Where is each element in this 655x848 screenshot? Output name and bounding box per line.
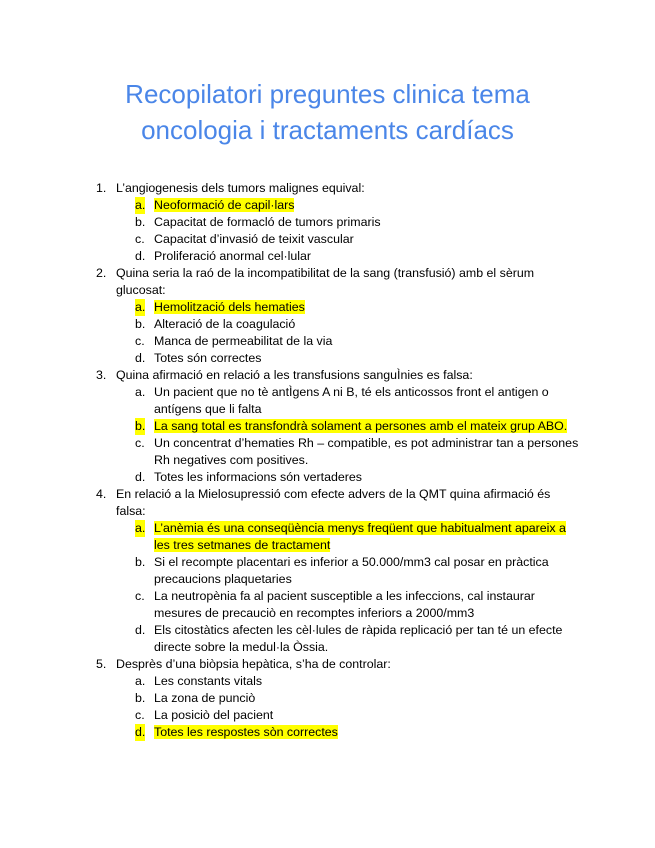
question-3 [0, 367, 655, 486]
answer-letter: a. [135, 198, 146, 212]
answer-letter: d. [135, 725, 146, 739]
question-text: L’angiogenesis dels tumors malignes equival: [116, 181, 365, 195]
answer-letter: a. [135, 674, 146, 688]
answer-letter: c. [135, 708, 145, 722]
question-text: Quina seria la raó de la incompatibilitat de la sang (transfusió) amb el sèrum glucosat: [116, 266, 535, 297]
answer-item [116, 588, 581, 622]
question-number: 2. [96, 266, 107, 280]
answer-letter: b. [135, 555, 146, 569]
question-number: 3. [96, 368, 107, 382]
answer-item [116, 622, 581, 656]
answer-item [116, 197, 581, 214]
answer-item [116, 248, 581, 265]
answer-item [116, 520, 581, 554]
answer-item [116, 724, 581, 741]
answer-item [116, 435, 581, 469]
answer-text: La neutropènia fa al pacient susceptible a les infeccions, cal instaurar mesures de precauciò en recomptes inferiors a 2000/mm3 [154, 589, 535, 620]
answer-item [116, 231, 581, 248]
page-title [40, 76, 615, 148]
answer-text: Capacitat d’invasió de teixit vascular [154, 232, 354, 246]
answer-letter: c. [135, 232, 145, 246]
answer-list [116, 299, 581, 367]
answer-text: Capacitat de formacló de tumors primaris [154, 215, 381, 229]
answer-item [116, 690, 581, 707]
answer-letter: c. [135, 334, 145, 348]
answer-item [116, 333, 581, 350]
answer-text: Alteració de la coagulació [154, 317, 296, 331]
question-number: 1. [96, 181, 107, 195]
answer-item [116, 214, 581, 231]
answer-item [116, 418, 581, 435]
question-text: Quina afirmació en relació a les transfusions sanguÌnies es falsa: [116, 368, 473, 382]
answer-text-highlighted: Neoformació de capil·lars [154, 198, 295, 212]
answer-text-highlighted: La sang total es transfondrà solament a persones amb el mateix grup ABO. [154, 419, 568, 433]
answer-list [116, 384, 581, 486]
answer-text: Un pacient que no tè antÌgens A ni B, té els anticossos front el antigen o antígens que li falta [154, 385, 549, 416]
answer-letter: b. [135, 215, 146, 229]
answer-text: La zona de punciò [154, 691, 256, 705]
answer-letter: d. [135, 623, 146, 637]
answer-list [116, 673, 581, 741]
answer-text: Totes són correctes [154, 351, 262, 365]
answer-letter: b. [135, 691, 146, 705]
answer-letter: d. [135, 351, 146, 365]
title-line-1: Recopilatori preguntes clinica tema [125, 79, 530, 109]
answer-letter: b. [135, 419, 146, 433]
question-4 [0, 486, 655, 656]
question-text: Desprès d’una biòpsia hepàtica, s’ha de controlar: [116, 657, 391, 671]
answer-letter: d. [135, 249, 146, 263]
answer-item [116, 316, 581, 333]
question-text: En relació a la Mielosupressió com efecte advers de la QMT quina afirmació és falsa: [116, 487, 551, 518]
answer-list [116, 197, 581, 265]
answer-item [116, 554, 581, 588]
title-line-2: oncologia i tractaments cardíacs [141, 115, 514, 145]
answer-text-highlighted: Hemolització dels hematies [154, 300, 305, 314]
question-list [0, 180, 655, 741]
answer-item [116, 299, 581, 316]
answer-text: Manca de permeabilitat de la via [154, 334, 333, 348]
answer-item [116, 350, 581, 367]
answer-letter: a. [135, 300, 146, 314]
answer-text: Totes les informacions són vertaderes [154, 470, 362, 484]
answer-letter: c. [135, 589, 145, 603]
answer-item [116, 707, 581, 724]
question-number: 4. [96, 487, 107, 501]
question-5 [0, 656, 655, 741]
answer-letter: b. [135, 317, 146, 331]
answer-text: Un concentrat d’hematies Rh – compatible, es pot administrar tan a persones Rh negatives com positives. [154, 436, 579, 467]
answer-letter: c. [135, 436, 145, 450]
answer-text: La posiciò del pacient [154, 708, 274, 722]
answer-item [116, 673, 581, 690]
question-number: 5. [96, 657, 107, 671]
answer-text: Les constants vitals [154, 674, 263, 688]
question-1 [0, 180, 655, 265]
answer-text: Proliferació anormal cel·lular [154, 249, 312, 263]
answer-item [116, 469, 581, 486]
answer-text-highlighted: L’anèmia és una conseqüència menys freqüent que habitualment apareix a les tres setmanes de tractament [154, 521, 566, 552]
answer-letter: a. [135, 385, 146, 399]
answer-item [116, 384, 581, 418]
answer-text-highlighted: Totes les respostes sòn correctes [154, 725, 338, 739]
answer-list [116, 520, 581, 656]
answer-text: Els citostàtics afecten les cèl·lules de ràpida replicació per tan té un efecte directe sobre la medul·la Òssia. [154, 623, 563, 654]
answer-letter: a. [135, 521, 146, 535]
question-2 [0, 265, 655, 367]
answer-letter: d. [135, 470, 146, 484]
answer-text: Si el recompte placentari es inferior a 50.000/mm3 cal posar en pràctica precaucions plaquetaries [154, 555, 549, 586]
